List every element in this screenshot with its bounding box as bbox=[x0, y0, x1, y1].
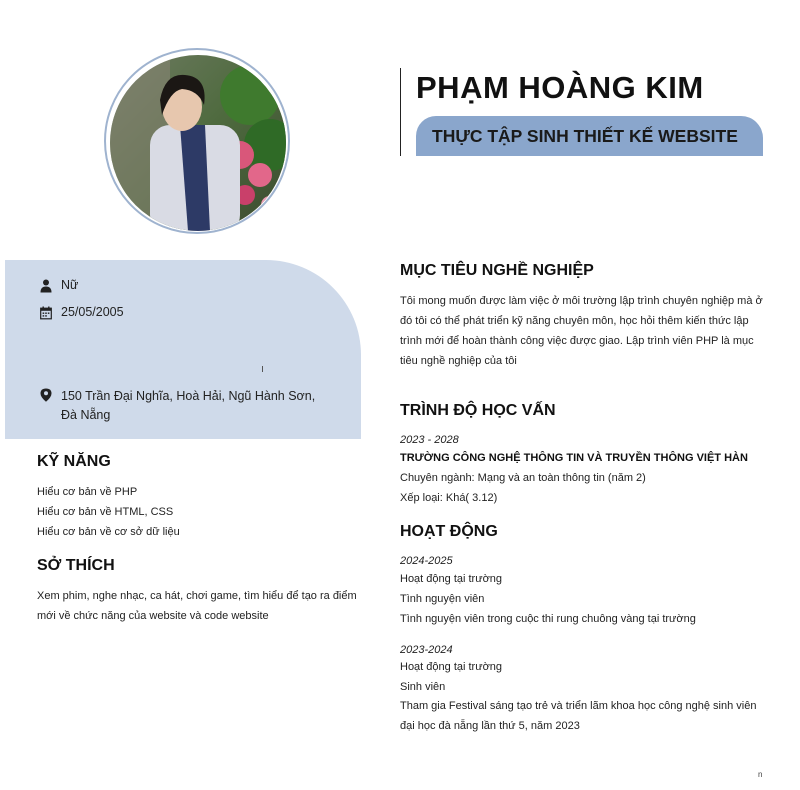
address-line-1: 150 Trần Đại Nghĩa, Hoà Hải, Ngũ Hành Sơn, bbox=[61, 389, 316, 403]
objective-line: đó tôi có thể phát triển kỹ năng chuyên môn, học hỏi thêm kiến thức lập bbox=[400, 315, 749, 327]
panel-tick bbox=[262, 366, 263, 372]
activity-desc: Tham gia Festival sáng tạo trẻ và triển lãm khoa học công nghệ sinh viên bbox=[400, 700, 757, 712]
activity-org: Hoạt động tại trường bbox=[400, 573, 503, 585]
activity-desc: đại học đà nẵng lần thứ 5, năm 2023 bbox=[400, 719, 580, 732]
activity-desc: Tình nguyện viên trong cuộc thi rung chuông vàng tại trường bbox=[400, 613, 696, 625]
activities-heading: HOẠT ĐỘNG bbox=[400, 523, 498, 540]
activity-org: Hoạt động tại trường bbox=[400, 661, 503, 673]
birthday-value: 25/05/2005 bbox=[61, 305, 124, 319]
hobbies-heading: SỞ THÍCH bbox=[37, 557, 115, 574]
education-period: 2023 - 2028 bbox=[400, 434, 459, 446]
activity-entry bbox=[400, 555, 696, 629]
header-divider bbox=[400, 68, 401, 156]
hobbies-line: Xem phim, nghe nhạc, ca hát, chơi game, tìm hiểu để tạo ra điểm bbox=[37, 590, 357, 602]
activity-role: Sinh viên bbox=[400, 680, 446, 693]
education-grade: Xếp loại: Khá( 3.12) bbox=[400, 492, 498, 504]
address-row bbox=[40, 387, 315, 425]
activity-period: 2023-2024 bbox=[400, 644, 453, 656]
candidate-name: PHẠM HOÀNG KIM bbox=[416, 70, 704, 105]
address-line-2: Đà Nẵng bbox=[61, 408, 111, 422]
objective-text bbox=[400, 291, 763, 371]
hobbies-line: mới về chức năng của website và code website bbox=[37, 610, 269, 622]
education-major: Chuyên ngành: Mạng và an toàn thông tin (năm 2) bbox=[400, 472, 646, 484]
location-pin-icon bbox=[40, 388, 52, 402]
hobbies-text bbox=[37, 586, 357, 626]
activity-period: 2024-2025 bbox=[400, 555, 453, 567]
calendar-icon bbox=[40, 306, 52, 320]
objective-heading: MỤC TIÊU NGHỀ NGHIỆP bbox=[400, 262, 594, 279]
role-title: THỰC TẬP SINH THIẾT KẾ WEBSITE bbox=[432, 126, 738, 146]
objective-line: trình mới để hoàn thành công việc được giao. Lập trình viên PHP là mục bbox=[400, 335, 754, 347]
education-heading: TRÌNH ĐỘ HỌC VẤN bbox=[400, 402, 556, 419]
objective-line: tiêu nghề nghiệp của tôi bbox=[400, 355, 517, 367]
footer-mark: n bbox=[758, 770, 763, 779]
skill-item: Hiểu cơ bản về HTML, CSS bbox=[37, 506, 174, 518]
avatar bbox=[110, 55, 286, 231]
education-details bbox=[400, 468, 646, 508]
gender-row bbox=[40, 278, 78, 293]
avatar-photo-icon bbox=[110, 55, 286, 231]
skills-list bbox=[37, 482, 180, 542]
person-icon bbox=[40, 279, 52, 293]
activity-role: Tình nguyện viên bbox=[400, 593, 485, 605]
skills-heading: KỸ NĂNG bbox=[37, 453, 111, 470]
gender-value: Nữ bbox=[61, 278, 79, 292]
activity-entry bbox=[400, 644, 756, 736]
school-name: TRƯỜNG CÔNG NGHỆ THÔNG TIN VÀ TRUYỀN THÔNG VIỆT HÀN bbox=[400, 452, 748, 464]
skill-item: Hiểu cơ bản về cơ sở dữ liệu bbox=[37, 526, 180, 538]
skill-item: Hiểu cơ bản về PHP bbox=[37, 486, 138, 498]
objective-line: Tôi mong muốn được làm việc ở môi trường lập trình chuyên nghiệp mà ở bbox=[400, 295, 763, 307]
birthday-row bbox=[40, 305, 124, 320]
